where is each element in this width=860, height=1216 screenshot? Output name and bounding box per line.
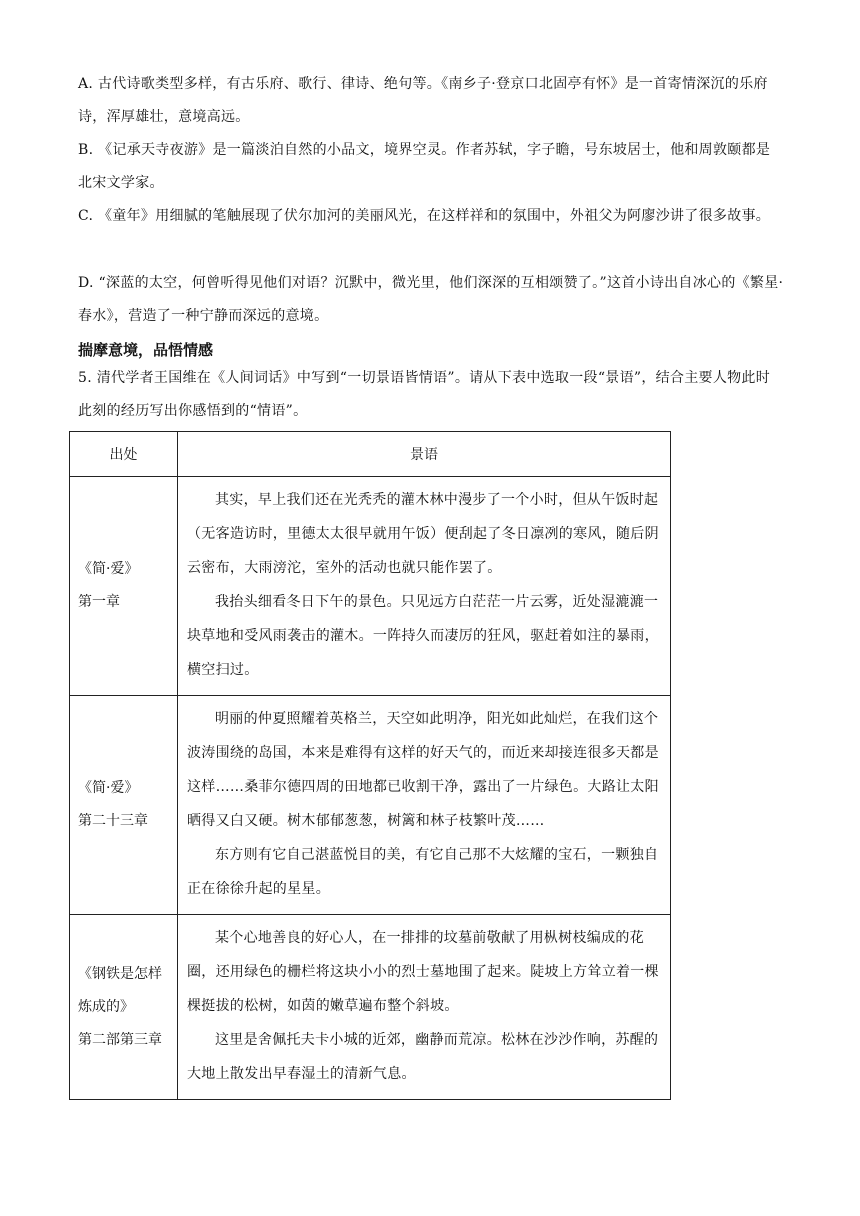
scenery-passage: 某个心地善良的好心人，在一排排的坟墓前敬献了用枞树枝编成的花圈，还用绿色的栅栏将这块小小的烈士墓地围了起来。陡坡上方耸立着一棵棵挺拔的松树，如茵的嫩草遍布整个斜坡。 bbox=[187, 930, 659, 1014]
source-title-cont: 炼成的》 bbox=[78, 998, 134, 1015]
source-table bbox=[69, 431, 671, 1100]
table-row bbox=[70, 696, 671, 915]
option-d: D. “深蓝的太空，何曾听得见他们对语？沉默中，微光里，他们深深的互相颂赞了。”这首小诗出自冰心的《繁星·春水》，营造了一种宁静而深远的意境。 bbox=[78, 275, 784, 324]
header-source: 出处 bbox=[70, 432, 178, 477]
scenery-passage: 其实，早上我们还在光秃秃的灌木林中漫步了一个小时，但从午饭时起（无客造访时，里德太太很早就用午饭）便刮起了冬日凛冽的寒风，随后阴云密布，大雨滂沱，室外的活动也就只能作罢了。 bbox=[187, 492, 659, 576]
option-c: C. 《童年》用细腻的笔触展现了伏尔加河的美丽风光，在这样祥和的氛围中，外祖父为阿廖沙讲了很多故事。 bbox=[78, 208, 771, 224]
scenery-passage: 明丽的仲夏照耀着英格兰，天空如此明净，阳光如此灿烂，在我们这个波涛围绕的岛国，本来是难得有这样的好天气的，而近来却接连很多天都是这样……桑菲尔德四周的田地都已收割干净，露出了一片绿色。大路让太阳晒得又白又硬。树木郁郁葱葱，树篱和林子枝繁叶茂…… bbox=[187, 711, 659, 829]
table-row bbox=[70, 915, 671, 1100]
scenery-cell bbox=[178, 477, 671, 696]
scenery-cell bbox=[178, 696, 671, 915]
table-header-row bbox=[70, 432, 671, 477]
source-cell bbox=[70, 696, 178, 915]
header-scenery: 景语 bbox=[178, 432, 671, 477]
source-cell bbox=[70, 915, 178, 1100]
source-title: 《简·爱》 bbox=[78, 561, 139, 577]
scenery-passage: 这里是舍佩托夫卡小城的近郊，幽静而荒凉。松林在沙沙作响，苏醒的大地上散发出早春湿土的清新气息。 bbox=[187, 1032, 659, 1082]
source-title: 《钢铁是怎样 bbox=[78, 965, 162, 982]
section-heading: 揣摩意境，品悟情感 bbox=[78, 341, 214, 359]
option-a: A. 古代诗歌类型多样，有古乐府、歌行、律诗、绝句等。《南乡子·登京口北固亭有怀》是一首寄情深沉的乐府诗，浑厚雄壮，意境高远。 bbox=[78, 76, 768, 125]
scenery-passage: 我抬头细看冬日下午的景色。只见远方白茫茫一片云雾，近处湿漉漉一块草地和受风雨袭击的灌木。一阵持久而凄厉的狂风，驱赶着如注的暴雨，横空扫过。 bbox=[187, 594, 659, 678]
source-cell bbox=[70, 477, 178, 696]
option-b: B. 《记承天寺夜游》是一篇淡泊自然的小品文，境界空灵。作者苏轼，字子瞻，号东坡居士，他和周敦颐都是北宋文学家。 bbox=[78, 142, 771, 191]
source-chapter: 第一章 bbox=[78, 594, 120, 610]
question-5: 5. 清代学者王国维在《人间词话》中写到“一切景语皆情语”。请从下表中选取一段“景语”，结合主要人物此时此刻的经历写出你感悟到的“情语”。 bbox=[78, 370, 771, 419]
source-chapter: 第二十三章 bbox=[78, 813, 148, 829]
source-chapter: 第二部第三章 bbox=[78, 1031, 162, 1048]
scenery-passage: 东方则有它自己湛蓝悦目的美，有它自己那不大炫耀的宝石，一颗独自正在徐徐升起的星星。 bbox=[187, 847, 659, 897]
scenery-cell bbox=[178, 915, 671, 1100]
source-title: 《简·爱》 bbox=[78, 780, 139, 796]
table-row bbox=[70, 477, 671, 696]
